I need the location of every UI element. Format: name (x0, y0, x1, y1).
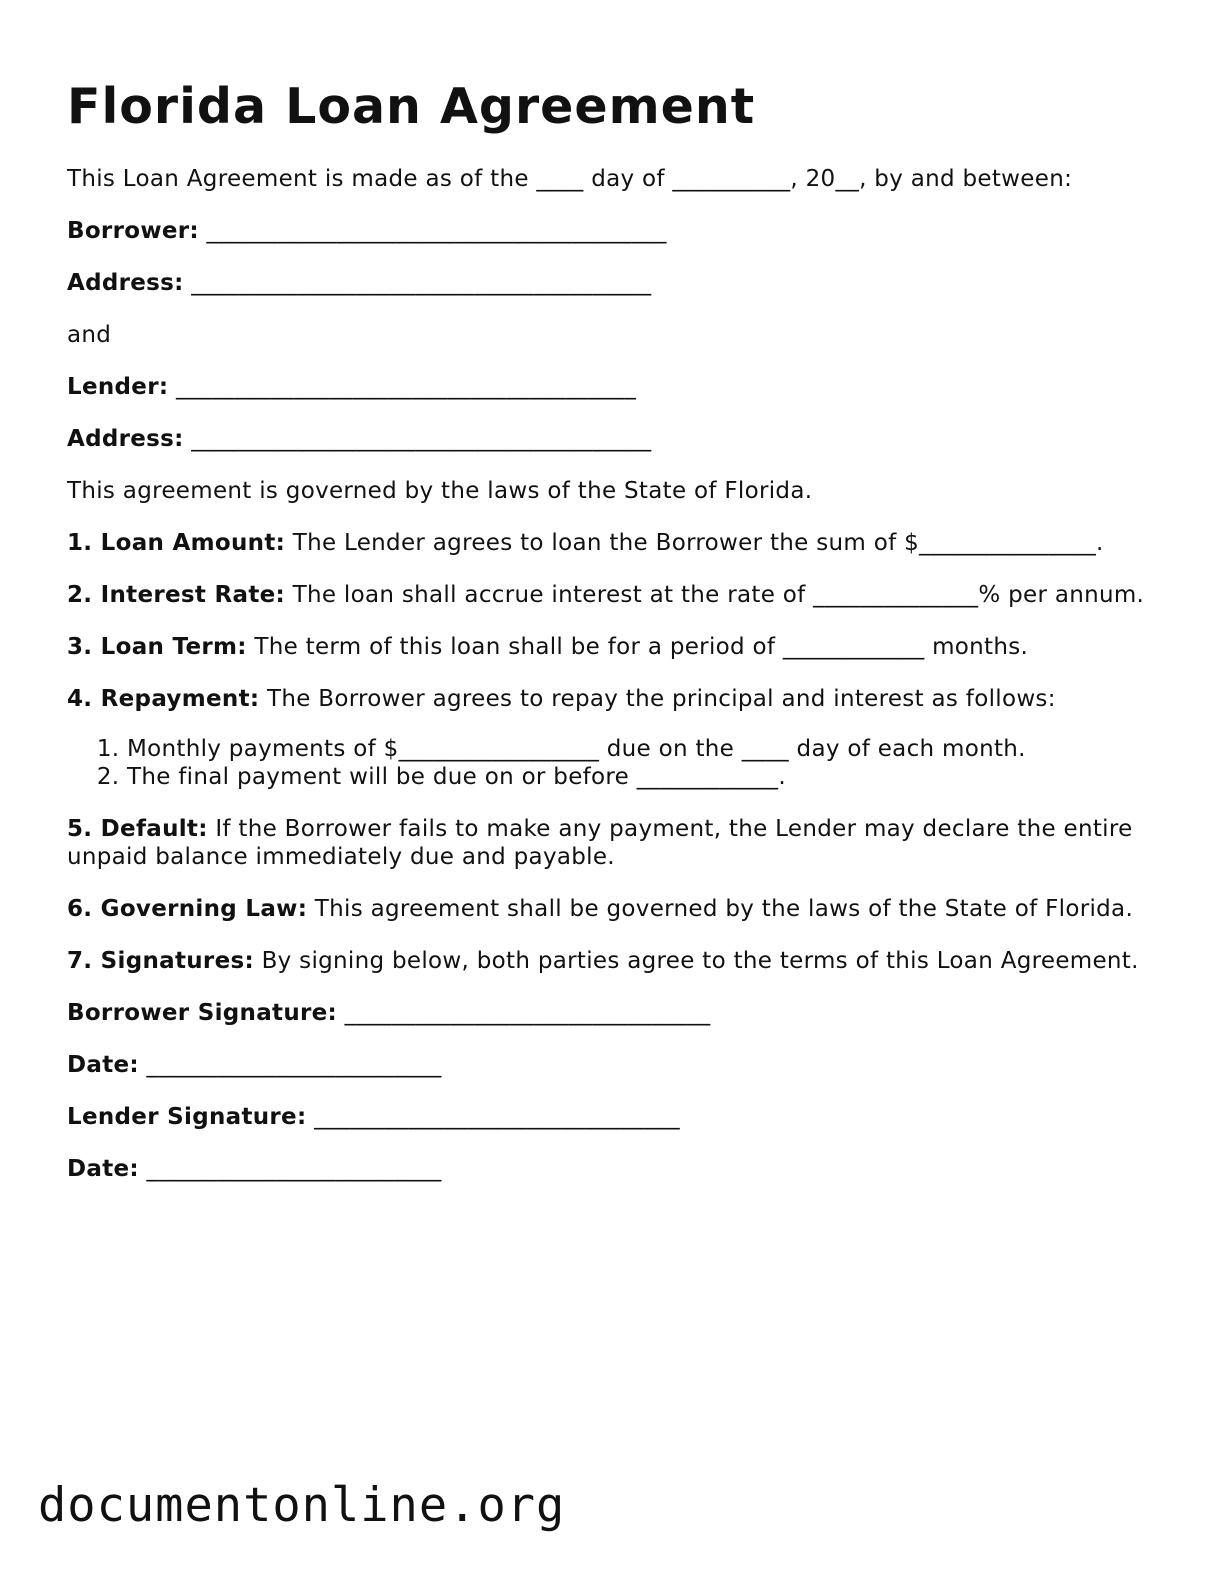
lender-address-label: Address: (67, 425, 184, 452)
borrower-date-label: Date: (67, 1051, 139, 1078)
lender-address-field (67, 425, 1187, 453)
lender-field (67, 373, 1187, 401)
lender-date-label: Date: (67, 1155, 139, 1182)
lender-label: Lender: (67, 373, 169, 400)
borrower-address-blank: _______________________________________ (183, 269, 652, 296)
section-governing-law (67, 895, 1187, 923)
repayment-list (67, 735, 1187, 791)
section-text: If the Borrower fails to make any payment, the Lender may declare the entire unpaid balance immediately due and payable. (67, 815, 1133, 870)
borrower-field (67, 217, 1187, 245)
intro-paragraph: This Loan Agreement is made as of the ____ day of __________, 20__, by and between: (67, 165, 1073, 192)
governed-statement: This agreement is governed by the laws of the State of Florida. (67, 477, 813, 504)
borrower-signature-blank: _______________________________ (337, 999, 711, 1026)
section-label: 3. Loan Term: (67, 633, 247, 660)
list-item: 2. The final payment will be due on or before ____________. (127, 763, 1187, 791)
borrower-address-field (67, 269, 1187, 297)
borrower-signature-field (67, 999, 1187, 1027)
section-label: 7. Signatures: (67, 947, 254, 974)
lender-signature-field (67, 1103, 1187, 1131)
lender-signature-label: Lender Signature: (67, 1103, 307, 1130)
section-text: By signing below, both parties agree to the terms of this Loan Agreement. (253, 947, 1139, 974)
borrower-blank: _______________________________________ (198, 217, 667, 244)
section-loan-amount (67, 529, 1187, 557)
section-loan-term (67, 633, 1187, 661)
and-text: and (67, 321, 112, 348)
section-default (67, 815, 1187, 871)
section-label: 5. Default: (67, 815, 208, 842)
section-text: The Borrower agrees to repay the principal and interest as follows: (259, 685, 1056, 712)
section-text: The loan shall accrue interest at the rate of ______________% per annum. (285, 581, 1145, 608)
section-interest-rate (67, 581, 1187, 609)
section-label: 6. Governing Law: (67, 895, 308, 922)
lender-address-blank: _______________________________________ (183, 425, 652, 452)
list-item: 1. Monthly payments of $_________________ due on the ____ day of each month. (127, 735, 1187, 763)
borrower-address-label: Address: (67, 269, 184, 296)
section-text: The term of this loan shall be for a period of ____________ months. (246, 633, 1029, 660)
borrower-signature-label: Borrower Signature: (67, 999, 338, 1026)
watermark: documentonline.org (38, 1478, 566, 1533)
borrower-label: Borrower: (67, 217, 199, 244)
section-signatures (67, 947, 1187, 975)
document-title: Florida Loan Agreement (67, 78, 756, 135)
borrower-date-blank: _________________________ (138, 1051, 442, 1078)
section-label: 4. Repayment: (67, 685, 260, 712)
borrower-date-field (67, 1051, 1187, 1079)
lender-signature-blank: _______________________________ (306, 1103, 680, 1130)
lender-date-field (67, 1155, 1187, 1183)
section-repayment (67, 685, 1187, 713)
section-text: The Lender agrees to loan the Borrower the sum of $_______________. (285, 529, 1104, 556)
section-label: 1. Loan Amount: (67, 529, 286, 556)
lender-blank: _______________________________________ (168, 373, 637, 400)
section-text: This agreement shall be governed by the laws of the State of Florida. (307, 895, 1134, 922)
document-page (67, 78, 1187, 1207)
section-label: 2. Interest Rate: (67, 581, 286, 608)
lender-date-blank: _________________________ (138, 1155, 442, 1182)
